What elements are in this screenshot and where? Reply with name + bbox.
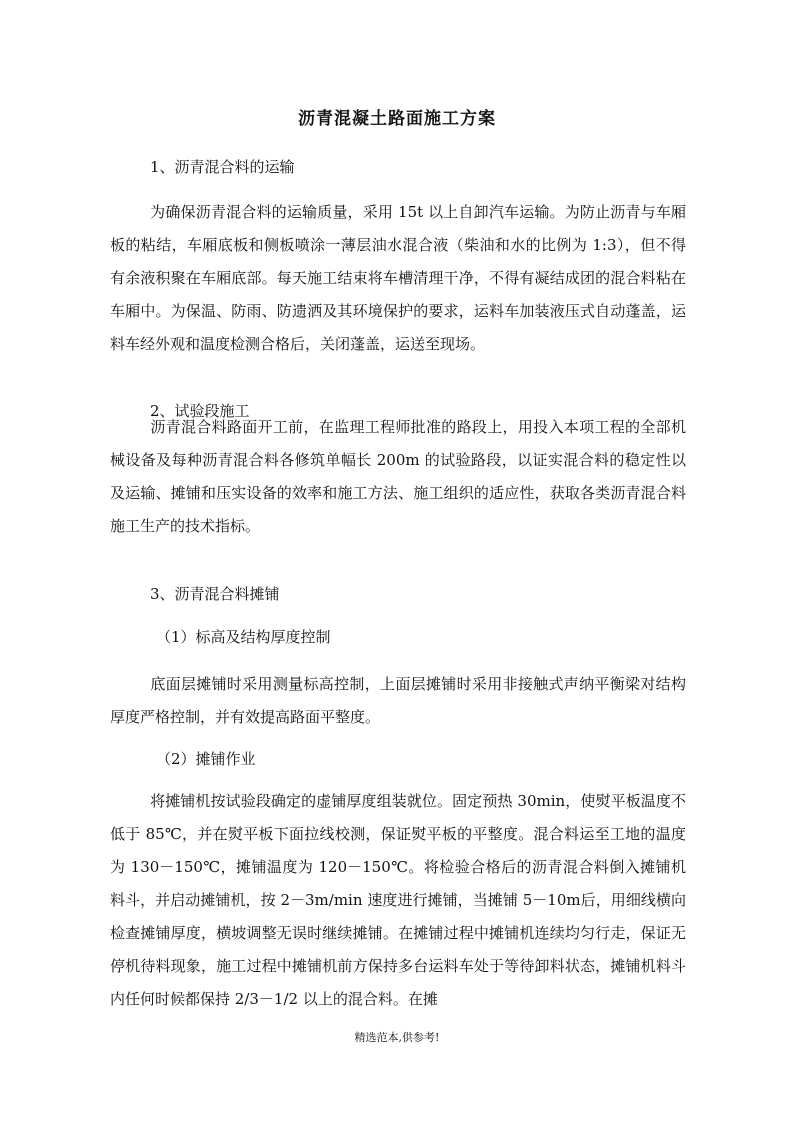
section-paragraph-transport xyxy=(110,196,686,394)
subsection-heading-elevation: （1）标高及结构厚度控制 xyxy=(156,628,331,646)
section-heading-transport: 1、沥青混合料的运输 xyxy=(150,158,295,176)
paragraph-text: 将摊铺机按试验段确定的虚铺厚度组装就位。固定预热 30min，使熨平板温度不低于 85℃，并在熨平板下面拉线校测，保证熨平板的平整度。混合料运至工地的温度为 130－150℃，摊铺温度为 120－150℃。将检验合格后的沥青混合料倒入摊铺机料斗，并启动摊铺机，按 2－3m/min 速度进行摊铺，当摊铺 5－10m后，用细线横向检查摊铺厚度，横坡调整无误时继续摊铺。在摊铺过程中摊铺机连续均匀行走，保证无停机待料现象，施工过程中摊铺机前方保持多台运料车处于等待卸料状态，摊铺机料斗内任何时候都保持 2/3－1/2 以上的混合料。在摊 xyxy=(110,792,686,1008)
subsection-paragraph-elevation xyxy=(110,668,686,734)
paragraph-text: 为确保沥青混合料的运输质量，采用 15t 以上自卸汽车运输。为防止沥青与车厢板的粘结，车厢底板和侧板喷涂一薄层油水混合液（柴油和水的比例为 1:3），但不得有余液积聚在车厢底部。每天施工结束将车槽清理干净，不得有凝结成团的混合料粘在车厢中。为保温、防雨、防遗洒及其环境保护的要求，运料车加装液压式自动蓬盖，运料车经外观和温度检测合格后，关闭蓬盖，运送至现场。 xyxy=(110,203,686,353)
page-footer: 精选范本,供参考! xyxy=(354,1031,440,1044)
paragraph-text: 底面层摊铺时采用测量标高控制，上面层摊铺时采用非接触式声纳平衡梁对结构厚度严格控制，并有效提高路面平整度。 xyxy=(110,675,686,726)
subsection-heading-operation: （2）摊铺作业 xyxy=(156,750,256,768)
subsection-paragraph-operation xyxy=(110,785,686,1016)
paragraph-text: 沥青混合料路面开工前，在监理工程师批准的路段上，用投入本项工程的全部机械设备及每种沥青混合料各修筑单幅长 200m 的试验路段，以证实混合料的稳定性以及运输、摊铺和压实设备的效率和施工方法、施工组织的适应性，获取各类沥青混合料施工生产的技术指标。 xyxy=(110,418,686,535)
section-heading-trial: 2、试验段施工 xyxy=(150,402,250,420)
section-heading-paving: 3、沥青混合料摊铺 xyxy=(150,585,280,603)
section-paragraph-trial xyxy=(110,411,686,543)
document-title: 沥青混凝土路面施工方案 xyxy=(298,109,496,129)
